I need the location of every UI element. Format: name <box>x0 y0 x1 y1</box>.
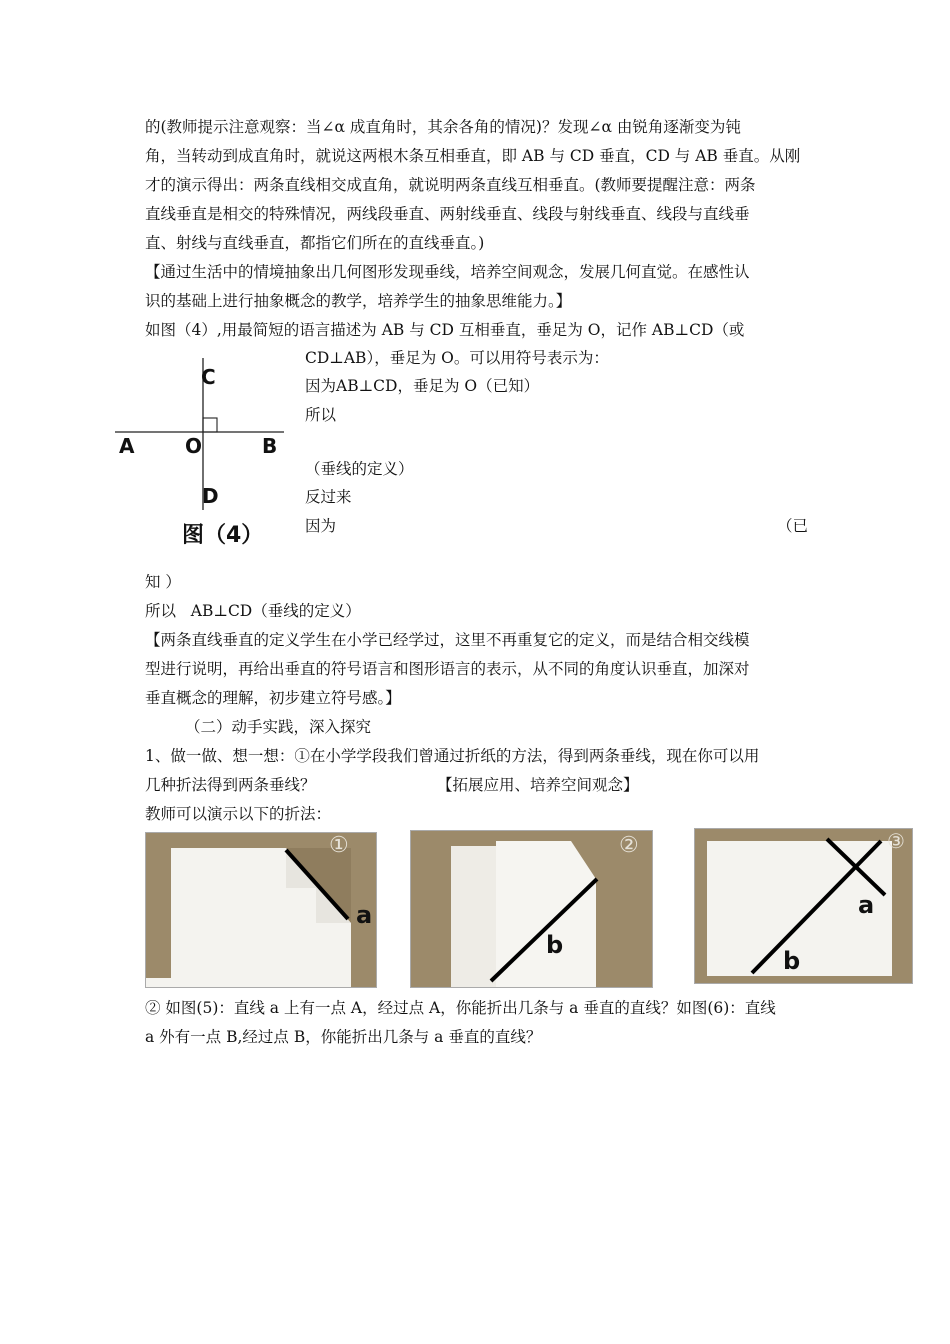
label-c: C <box>201 365 216 389</box>
folding-photo-3 <box>694 828 913 984</box>
fig4-text-line: （垂线的定义） <box>305 460 414 478</box>
task-line: 几种折法得到两条垂线？ <box>145 776 316 794</box>
label-a: A <box>119 434 135 458</box>
folding-photo-1 <box>145 832 377 988</box>
paragraph-line: 的(教师提示注意观察：当∠α 成直角时，其余各角的情况)？发现∠α 由锐角逐渐变为钝 <box>145 118 741 136</box>
note-line: 型进行说明，再给出垂直的符号语言和图形语言的表示，从不同的角度认识垂直，加深对 <box>145 660 750 678</box>
task-line: 1、做一做、想一想：①在小学学段我们曾通过折纸的方法，得到两条垂线，现在你可以用 <box>145 747 760 765</box>
photo-number: ③ <box>887 829 905 853</box>
label-d: D <box>202 484 219 508</box>
label-b: b <box>783 947 801 975</box>
fig4-text-line: 因为 <box>305 517 337 535</box>
note-line: 垂直概念的理解，初步建立符号感。】 <box>145 689 401 707</box>
fig4-tail-line: 知 ） <box>145 573 181 591</box>
task-line: 教师可以演示以下的折法： <box>145 805 332 823</box>
figure-caption: 图（4） <box>182 523 264 548</box>
note-line: 【两条直线垂直的定义学生在小学已经学过，这里不再重复它的定义，而是结合相交线模 <box>145 631 750 649</box>
label-b: b <box>546 931 564 959</box>
fig4-text-line: 反过来 <box>305 488 352 506</box>
fig4-tail-line: 所以 AB⊥CD（垂线的定义） <box>145 602 361 620</box>
fig4-text-line: （已 <box>777 517 809 535</box>
note-line: 【通过生活中的情境抽象出几何图形发现垂线，培养空间观念，发展几何直觉。在感性认 <box>145 263 750 281</box>
task-line: 【拓展应用、培养空间观念】 <box>437 776 639 794</box>
section-title: （二）动手实践，深入探究 <box>185 718 372 736</box>
folding-photo-2 <box>410 830 653 988</box>
label-a: a <box>356 901 373 929</box>
label-o: O <box>185 434 203 458</box>
task-line: a 外有一点 B,经过点 B，你能折出几条与 a 垂直的直线？ <box>145 1028 542 1046</box>
figure-4-perpendicular-diagram <box>112 350 292 550</box>
fig4-text-line: 所以 <box>305 406 337 424</box>
fig4-text-line: 因为AB⊥CD，垂足为 O（已知） <box>305 377 540 395</box>
fig4-intro: 如图（4）,用最简短的语言描述为 AB 与 CD 互相垂直，垂足为 O，记作 AB⊥CD（或 <box>145 321 745 339</box>
fig4-text-line: CD⊥AB），垂足为 O。可以用符号表示为： <box>305 349 609 367</box>
photo-number: ① <box>329 833 349 858</box>
paragraph-line: 才的演示得出：两条直线相交成直角，就说明两条直线互相垂直。(教师要提醒注意：两条 <box>145 176 756 194</box>
photo-number: ② <box>619 833 639 858</box>
task-line: ② 如图(5)：直线 a 上有一点 A，经过点 A，你能折出几条与 a 垂直的直线？如图(6)：直线 <box>145 999 776 1017</box>
label-a: a <box>858 891 875 919</box>
note-line: 识的基础上进行抽象概念的教学，培养学生的抽象思维能力。】 <box>145 292 572 310</box>
label-b: B <box>262 434 278 458</box>
paragraph-line: 角，当转动到成直角时，就说这两根木条互相垂直，即 AB 与 CD 垂直，CD 与 AB 垂直。从刚 <box>145 147 801 165</box>
paragraph-line: 直、射线与直线垂直，都指它们所在的直线垂直。) <box>145 234 485 252</box>
right-angle-mark <box>203 418 217 432</box>
paragraph-line: 直线垂直是相交的特殊情况，两线段垂直、两射线垂直、线段与射线垂直、线段与直线垂 <box>145 205 750 223</box>
